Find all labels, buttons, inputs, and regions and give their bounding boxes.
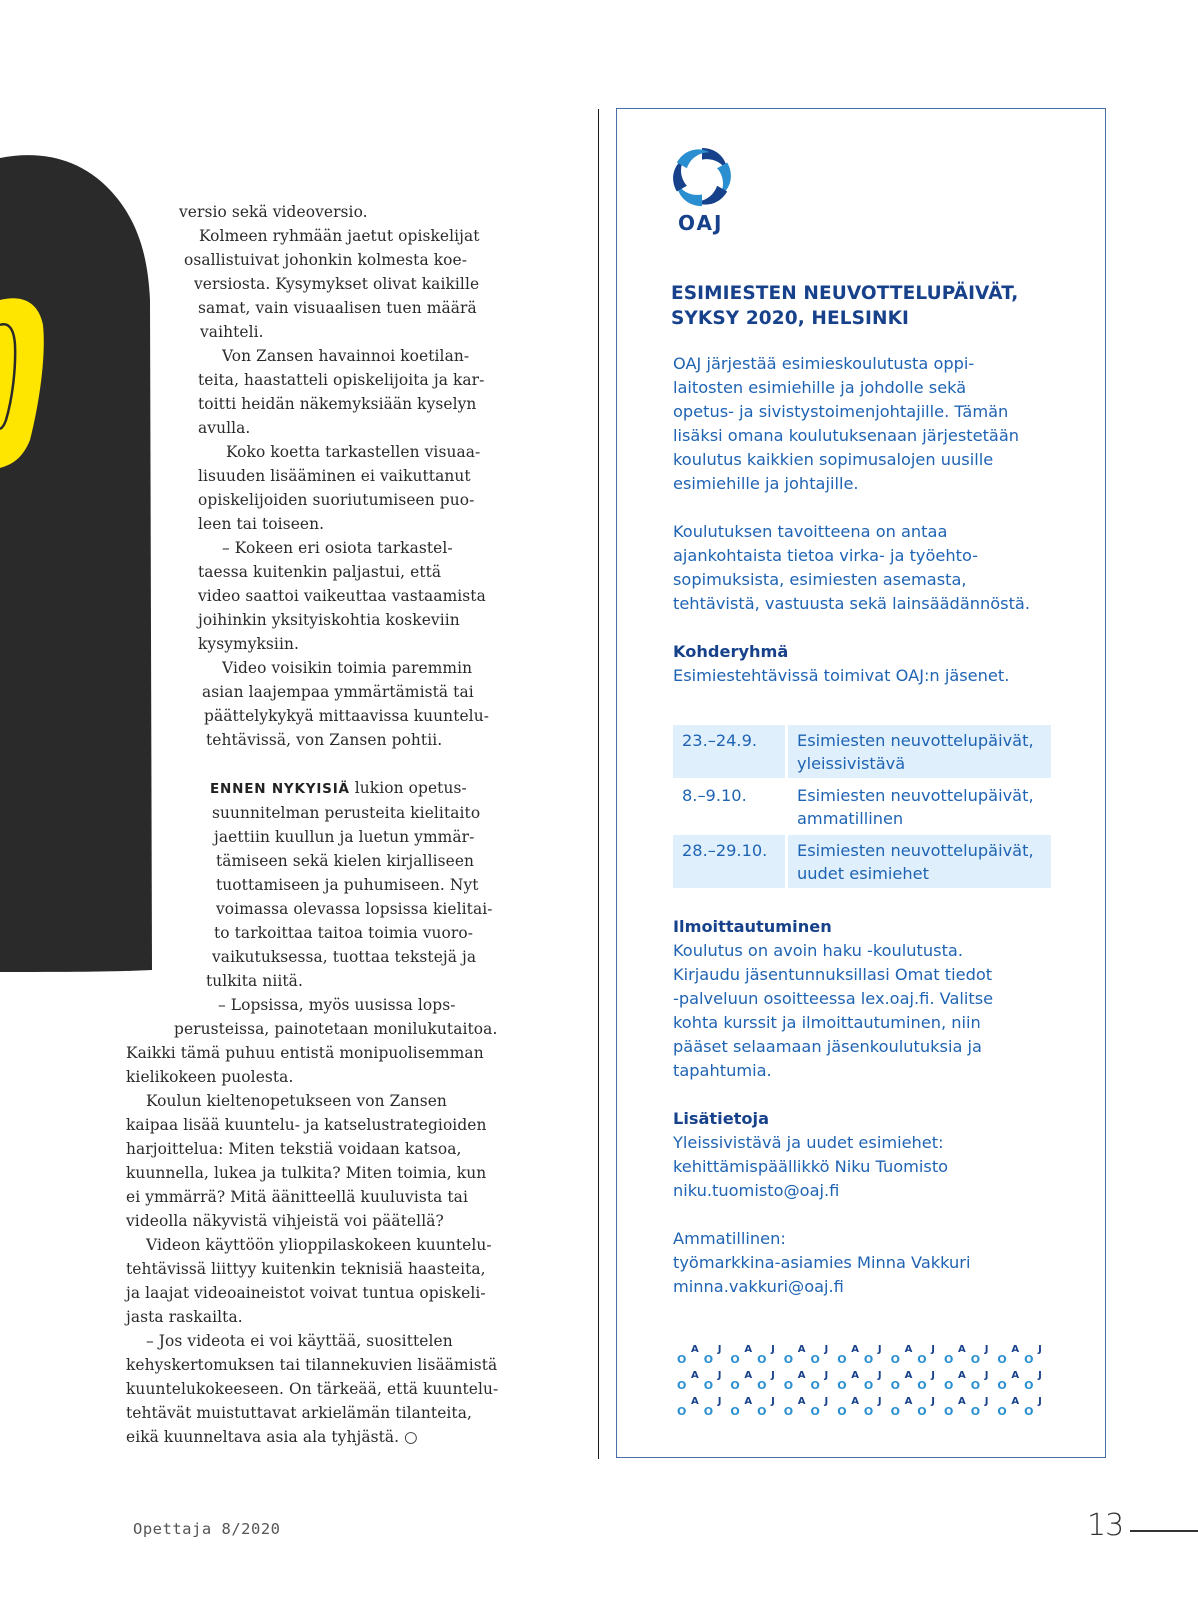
pattern-letter: O (890, 1379, 900, 1392)
box-line: työmarkkina-asiamies Minna Vakkuri (673, 1253, 971, 1272)
article-line: jasta raskailta. (126, 1308, 243, 1326)
pattern-letter: O (1024, 1379, 1034, 1392)
article-line: eikä kuunneltava asia ala tyhjästä. ○ (126, 1428, 418, 1446)
pattern-letter: J (771, 1344, 775, 1355)
article-line: perusteissa, painotetaan monilukutaitoa. (174, 1020, 498, 1038)
box-title-line: ESIMIESTEN NEUVOTTELUPÄIVÄT, (671, 283, 1019, 304)
article-line: kysymyksiin. (198, 635, 299, 653)
article-line: kehyskertomuksen tai tilannekuvien lisäämistä (126, 1356, 498, 1374)
pattern-letter: A (958, 1396, 966, 1407)
pattern-letter: A (797, 1370, 806, 1381)
article-line: Koko koetta tarkastellen visuaa- (226, 443, 481, 461)
schedule-event-line: ammatillinen (797, 809, 904, 828)
pattern-letter: J (931, 1396, 936, 1407)
pattern-letter: A (904, 1370, 913, 1381)
pattern-letter: O (837, 1405, 847, 1418)
article-line: opiskelijoiden suoriutumiseen puo- (198, 491, 475, 509)
article-line: jaettiin kuullun ja luetun ymmär- (214, 828, 475, 846)
box-line: kehittämispäällikkö Niku Tuomisto (673, 1157, 949, 1176)
schedule-event-line: Esimiesten neuvottelupäivät, (797, 841, 1034, 860)
oaj-info-box (616, 108, 1106, 1458)
pattern-letter: A (904, 1344, 913, 1355)
box-line: minna.vakkuri@oaj.fi (673, 1277, 844, 1296)
pattern-letter: J (1038, 1370, 1042, 1381)
pattern-letter: A (744, 1396, 753, 1407)
pattern-letter: J (771, 1370, 775, 1381)
article-line: videolla näkyvistä vihjeistä voi päätellä? (126, 1212, 444, 1230)
article-line: asian laajempaa ymmärtämistä tai (202, 683, 474, 701)
pattern-letter: A (797, 1396, 806, 1407)
pattern-letter: O (863, 1405, 874, 1418)
pattern-letter: O (944, 1353, 954, 1366)
article-line: leen tai toiseen. (198, 515, 325, 533)
pattern-letter: O (917, 1379, 927, 1392)
pattern-letter: J (1038, 1344, 1042, 1355)
pattern-letter: A (691, 1370, 699, 1381)
pattern-letter: O (783, 1353, 794, 1366)
article-line: tämiseen sekä kielen kirjalliseen (216, 852, 475, 870)
pattern-letter: O (757, 1353, 767, 1366)
target-heading: Kohderyhmä (673, 642, 789, 661)
info-vocational (673, 1227, 1093, 1299)
pattern-letter: J (717, 1396, 722, 1407)
pattern-letter: O (810, 1405, 820, 1418)
pattern-letter: A (851, 1370, 859, 1381)
pattern-letter: O (677, 1353, 687, 1366)
section-lead-rest: lukion opetus- (349, 779, 467, 797)
column-divider (598, 109, 599, 1459)
box-line: Koulutus on avoin haku -koulutusta. (673, 941, 963, 960)
pattern-letter: O (890, 1405, 900, 1418)
intro-paragraph (673, 352, 1093, 496)
section-lead-caps: ENNEN NYKYISIÄ (210, 781, 350, 797)
pattern-letter: J (717, 1370, 722, 1381)
pattern-letter: O (810, 1379, 820, 1392)
box-title-line: SYKSY 2020, HELSINKI (671, 308, 909, 329)
article-line: versio sekä videoversio. (179, 203, 368, 221)
box-line: lisäksi omana koulutuksenaan järjestetään (673, 426, 1020, 445)
pattern-letter: O (730, 1405, 740, 1418)
pattern-letter: O (863, 1379, 874, 1392)
pattern-letter: J (877, 1344, 882, 1355)
article-line: tuottamiseen ja puhumiseen. Nyt (216, 876, 479, 894)
box-line: opetus- ja sivistystoimenjohtajille. Tämän (673, 402, 1009, 421)
schedule-event-line: yleissivistävä (797, 754, 906, 773)
oaj-logo-text: OAJ (678, 211, 724, 235)
article-line: suunnitelman perusteita kielitaito (212, 804, 481, 822)
pattern-letter: O (997, 1405, 1007, 1418)
article-line: samat, vain visuaalisen tuen määrä (198, 299, 477, 317)
publication-name: Opettaja 8/2020 (133, 1520, 281, 1538)
box-line: niku.tuomisto@oaj.fi (673, 1181, 840, 1200)
registration-heading: Ilmoittautuminen (673, 917, 832, 936)
box-line: OAJ järjestää esimieskoulutusta oppi- (673, 354, 975, 373)
article-line: Koulun kieltenopetukseen von Zansen (146, 1092, 447, 1110)
section-lead-line (126, 776, 504, 801)
article-line: – Lopsissa, myös uusissa lops- (218, 996, 456, 1014)
pattern-letter: O (917, 1353, 927, 1366)
box-body-lower (673, 915, 1093, 1299)
pattern-letter: J (984, 1344, 989, 1355)
pattern-letter: A (797, 1344, 806, 1355)
pattern-letter: J (877, 1370, 882, 1381)
box-line: Ammatillinen: (673, 1229, 786, 1248)
pattern-letter: O (783, 1379, 794, 1392)
pattern-letter: A (691, 1344, 699, 1355)
page-number-rule (1130, 1530, 1198, 1532)
pattern-letter: O (783, 1405, 794, 1418)
pattern-letter: O (997, 1353, 1007, 1366)
article-line: tehtävät muistuttavat arkielämän tilanteita, (126, 1404, 472, 1422)
box-line: sopimuksista, esimiesten asemasta, (673, 570, 967, 589)
box-line: laitosten esimiehille ja johdolle sekä (673, 378, 967, 397)
pattern-letter: O (810, 1353, 820, 1366)
pattern-letter: O (703, 1405, 714, 1418)
pattern-letter: O (730, 1379, 740, 1392)
oaj-logo (671, 146, 737, 235)
pattern-letter: A (1011, 1344, 1020, 1355)
article-line: Kaikki tämä puhuu entistä monipuolisemman (126, 1044, 484, 1062)
pattern-letter: O (837, 1353, 847, 1366)
box-line: koulutus kaikkien sopimusalojen uusille (673, 450, 994, 469)
pattern-letter: O (970, 1353, 981, 1366)
pattern-letter: O (757, 1379, 767, 1392)
pattern-letter: O (677, 1405, 687, 1418)
article-line: osallistuivat johonkin kolmesta koe- (184, 251, 468, 269)
page-number: 13 (1087, 1508, 1124, 1543)
article-line: voimassa olevassa lopsissa kielitai- (216, 900, 493, 918)
pattern-letter: O (757, 1405, 767, 1418)
schedule-event (788, 835, 1051, 888)
article-line: Video voisikin toimia paremmin (222, 659, 473, 677)
pattern-letter: A (958, 1370, 966, 1381)
box-line: tapahtumia. (673, 1061, 772, 1080)
box-line: pääset selaamaan jäsenkoulutuksia ja (673, 1037, 982, 1056)
box-body (673, 352, 1093, 688)
article-column (126, 200, 504, 1449)
pattern-letter: O (944, 1405, 954, 1418)
article-line: päättelykykyä mittaavissa kuuntelu- (204, 707, 490, 725)
schedule-date: 8.–9.10. (673, 780, 788, 833)
pattern-letter: J (984, 1396, 989, 1407)
pattern-letter: J (1038, 1396, 1042, 1407)
article-line: kuuntelukokeeseen. On tärkeää, että kuuntelu- (126, 1380, 499, 1398)
pattern-letter: O (703, 1353, 714, 1366)
goal-paragraph (673, 520, 1093, 616)
pattern-letter: A (1011, 1370, 1020, 1381)
article-line: ei ymmärrä? Mitä äänitteellä kuuluvista tai (126, 1188, 468, 1206)
article-line: tehtävissä liittyy kuitenkin teknisiä haasteita, (126, 1260, 486, 1278)
pattern-letter: J (877, 1396, 882, 1407)
pattern-letter: J (824, 1370, 829, 1381)
box-line: Koulutuksen tavoitteena on antaa (673, 522, 948, 541)
article-line: versiosta. Kysymykset olivat kaikille (194, 275, 480, 293)
pattern-letter: O (997, 1379, 1007, 1392)
article-line: vaikutuksessa, tuottaa tekstejä ja (212, 948, 477, 966)
pattern-letter: O (1024, 1353, 1034, 1366)
article-line: toitti heidän näkemyksiään kyselyn (198, 395, 477, 413)
pattern-letter: A (958, 1344, 966, 1355)
article-line: tulkita niitä. (206, 972, 303, 990)
article-line: lisuuden lisääminen ei vaikuttanut (198, 467, 471, 485)
article-line: avulla. (198, 419, 251, 437)
oaj-letter-pattern (673, 1342, 1043, 1422)
article-line: tehtävissä, von Zansen pohtii. (206, 731, 443, 749)
pattern-letter: O (837, 1379, 847, 1392)
pattern-letter: O (970, 1379, 981, 1392)
pattern-letter: J (717, 1344, 722, 1355)
article-line: Von Zansen havainnoi koetilan- (222, 347, 470, 365)
article-line: ja laajat videoaineistot voivat tuntua opiskeli- (126, 1284, 486, 1302)
box-line: Yleissivistävä ja uudet esimiehet: (673, 1133, 944, 1152)
article-line: – Kokeen eri osiota tarkastel- (222, 539, 453, 557)
pattern-letter: O (890, 1353, 900, 1366)
box-title (671, 281, 1091, 331)
pattern-letter: J (984, 1370, 989, 1381)
schedule-event-line: Esimiesten neuvottelupäivät, (797, 786, 1034, 805)
schedule-date: 28.–29.10. (673, 835, 788, 888)
pattern-letter: O (970, 1405, 981, 1418)
pattern-letter: A (851, 1396, 859, 1407)
pattern-letter: J (824, 1344, 829, 1355)
logo-swirl-blade (677, 146, 710, 174)
pattern-letter: O (863, 1353, 874, 1366)
schedule-event-line: uudet esimiehet (797, 864, 929, 883)
article-line: kaipaa lisää kuuntelu- ja katselustrategioiden (126, 1116, 487, 1134)
pattern-letter: J (931, 1344, 936, 1355)
article-line: taessa kuitenkin paljastui, että (198, 563, 442, 581)
article-line: joihinkin yksityiskohtia koskeviin (198, 611, 460, 629)
pattern-letter: O (1024, 1405, 1034, 1418)
article-line: harjoittelua: Miten tekstiä voidaan katsoa, (126, 1140, 462, 1158)
pattern-letter: A (851, 1344, 859, 1355)
pattern-letter: A (1011, 1396, 1020, 1407)
pattern-svg (673, 1342, 1043, 1422)
article-line: to tarkoittaa taitoa toimia vuoro- (214, 924, 474, 942)
pattern-letter: A (904, 1396, 913, 1407)
info-heading: Lisätietoja (673, 1109, 770, 1128)
pattern-letter: O (944, 1379, 954, 1392)
article-line: teita, haastatteli opiskelijoita ja kar- (198, 371, 485, 389)
article-line: kielikokeen puolesta. (126, 1068, 294, 1086)
info-general (673, 1131, 1093, 1203)
schedule-row (673, 835, 1051, 888)
pattern-letter: A (744, 1344, 753, 1355)
pattern-letter: O (677, 1379, 687, 1392)
pattern-letter: J (931, 1370, 936, 1381)
pattern-letter: A (691, 1396, 699, 1407)
pattern-letter: O (730, 1353, 740, 1366)
article-line: – Jos videota ei voi käyttää, suosittelen (146, 1332, 453, 1350)
article-line: Kolmeen ryhmään jaetut opiskelijat (199, 227, 480, 245)
box-line: Kirjaudu jäsentunnuksillasi Omat tiedot (673, 965, 993, 984)
schedule-event (788, 780, 1051, 833)
schedule-event (788, 725, 1051, 778)
pattern-letter: A (744, 1370, 753, 1381)
registration-paragraph (673, 939, 1093, 1083)
article-line: vaihteli. (200, 323, 264, 341)
schedule-table (673, 723, 1051, 890)
pattern-letter: J (824, 1396, 829, 1407)
box-line: tehtävistä, vastuusta sekä lainsäädännöstä. (673, 594, 1031, 613)
schedule-event-line: Esimiesten neuvottelupäivät, (797, 731, 1034, 750)
oaj-swirl-logo-icon (671, 146, 733, 208)
pattern-letter: O (917, 1405, 927, 1418)
box-line: esimiehille ja johtajille. (673, 474, 859, 493)
article-line: video saattoi vaikeuttaa vastaamista (198, 587, 486, 605)
schedule-row (673, 725, 1051, 778)
schedule-date: 23.–24.9. (673, 725, 788, 778)
pattern-letter: O (703, 1379, 714, 1392)
box-line: ajankohtaista tietoa virka- ja työehto- (673, 546, 979, 565)
article-line: kuunnella, lukea ja tulkita? Miten toimia, kun (126, 1164, 487, 1182)
box-line: -palveluun osoitteessa lex.oaj.fi. Valitse (673, 989, 994, 1008)
article-line: Videon käyttöön ylioppilaskokeen kuuntelu- (146, 1236, 492, 1254)
target-text: Esimiestehtävissä toimivat OAJ:n jäsenet. (673, 666, 1010, 685)
schedule-row (673, 780, 1051, 833)
pattern-letter: J (771, 1396, 775, 1407)
box-line: kohta kurssit ja ilmoittautuminen, niin (673, 1013, 981, 1032)
